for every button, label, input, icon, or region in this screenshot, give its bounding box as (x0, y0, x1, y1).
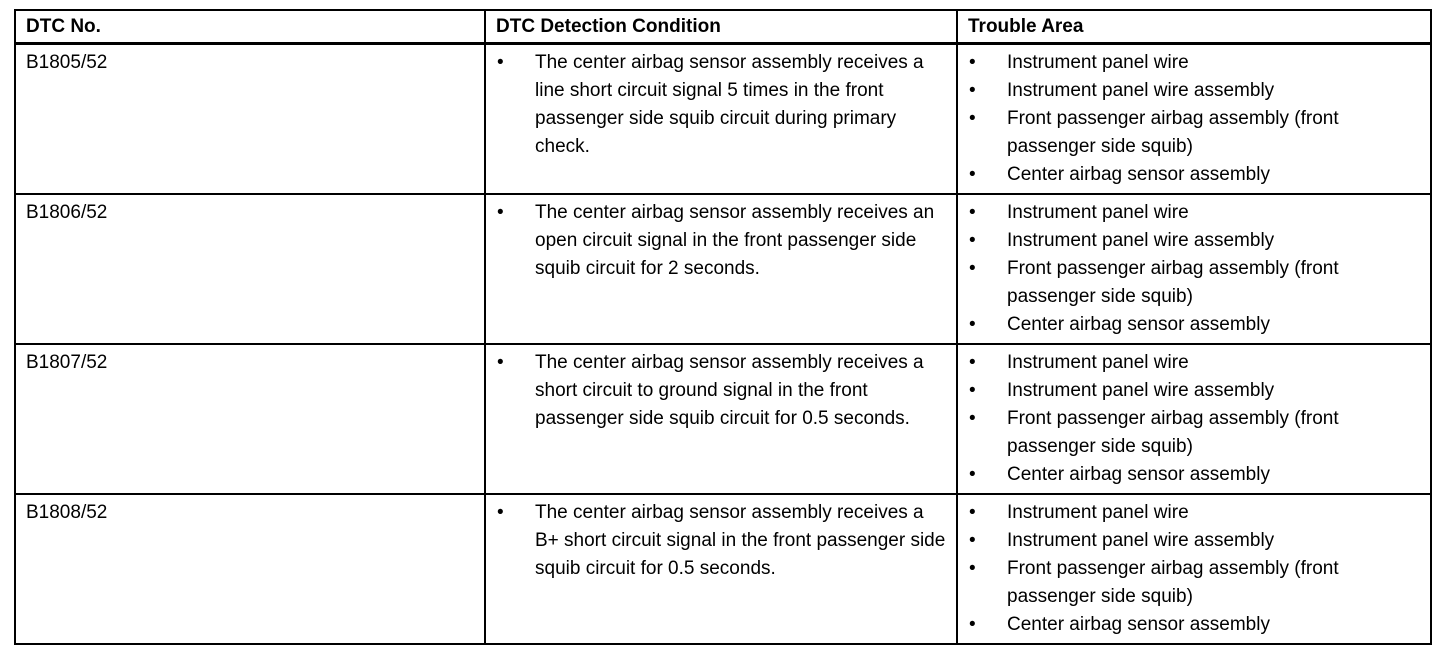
header-dtc-no: DTC No. (15, 10, 485, 44)
bullet-icon: • (969, 80, 976, 101)
trouble-area-item: • Instrument panel wire (968, 349, 1420, 377)
trouble-area-cell (957, 44, 1431, 195)
bullet-icon: • (969, 314, 976, 335)
bullet-icon: • (497, 352, 504, 373)
detection-condition: • The center airbag sensor assembly receives a B+ short circuit signal in the front passenger side squib circuit for 0.5 seconds. (496, 499, 946, 583)
trouble-area-item: • Instrument panel wire (968, 499, 1420, 527)
detection-condition: • The center airbag sensor assembly receives an open circuit signal in the front passenger side squib circuit for 2 seconds. (496, 199, 946, 283)
bullet-icon: • (969, 202, 976, 223)
trouble-area-cell (957, 494, 1431, 644)
dtc-code: B1806/52 (15, 194, 485, 344)
dtc-code: B1805/52 (15, 44, 485, 195)
bullet-icon: • (969, 530, 976, 551)
bullet-icon: • (969, 52, 976, 73)
dtc-table (14, 9, 1432, 645)
table-row (15, 344, 1431, 494)
detection-condition: • The center airbag sensor assembly receives a line short circuit signal 5 times in the front passenger side squib circuit during primary check. (496, 49, 946, 161)
bullet-icon: • (969, 164, 976, 185)
trouble-area-item: • Instrument panel wire assembly (968, 227, 1420, 255)
table-row (15, 44, 1431, 195)
bullet-icon: • (969, 408, 976, 429)
trouble-area-item: • Instrument panel wire assembly (968, 377, 1420, 405)
dtc-code: B1808/52 (15, 494, 485, 644)
trouble-area-item: • Front passenger airbag assembly (front passenger side squib) (968, 405, 1420, 461)
trouble-area-item: • Front passenger airbag assembly (front passenger side squib) (968, 105, 1420, 161)
trouble-area-item: • Front passenger airbag assembly (front passenger side squib) (968, 255, 1420, 311)
bullet-icon: • (497, 202, 504, 223)
detection-condition-cell (485, 344, 957, 494)
detection-condition-cell (485, 494, 957, 644)
bullet-icon: • (969, 558, 976, 579)
bullet-icon: • (497, 502, 504, 523)
bullet-icon: • (969, 614, 976, 635)
detection-condition-cell (485, 194, 957, 344)
bullet-icon: • (497, 52, 504, 73)
header-trouble-area: Trouble Area (957, 10, 1431, 44)
bullet-icon: • (969, 352, 976, 373)
trouble-area-item: • Center airbag sensor assembly (968, 461, 1420, 489)
bullet-icon: • (969, 230, 976, 251)
trouble-area-item: • Instrument panel wire assembly (968, 527, 1420, 555)
dtc-code: B1807/52 (15, 344, 485, 494)
table-header-row (15, 10, 1431, 44)
detection-condition-cell (485, 44, 957, 195)
bullet-icon: • (969, 108, 976, 129)
detection-condition: • The center airbag sensor assembly receives a short circuit to ground signal in the front passenger side squib circuit for 0.5 seconds. (496, 349, 946, 433)
trouble-area-cell (957, 344, 1431, 494)
trouble-area-item: • Instrument panel wire (968, 199, 1420, 227)
trouble-area-item: • Instrument panel wire assembly (968, 77, 1420, 105)
bullet-icon: • (969, 502, 976, 523)
trouble-area-item: • Center airbag sensor assembly (968, 611, 1420, 639)
bullet-icon: • (969, 380, 976, 401)
trouble-area-cell (957, 194, 1431, 344)
table-body (15, 44, 1431, 645)
table-row (15, 194, 1431, 344)
trouble-area-item: • Front passenger airbag assembly (front passenger side squib) (968, 555, 1420, 611)
header-detection-condition: DTC Detection Condition (485, 10, 957, 44)
trouble-area-item: • Center airbag sensor assembly (968, 161, 1420, 189)
bullet-icon: • (969, 258, 976, 279)
trouble-area-item: • Center airbag sensor assembly (968, 311, 1420, 339)
bullet-icon: • (969, 464, 976, 485)
trouble-area-item: • Instrument panel wire (968, 49, 1420, 77)
table-row (15, 494, 1431, 644)
